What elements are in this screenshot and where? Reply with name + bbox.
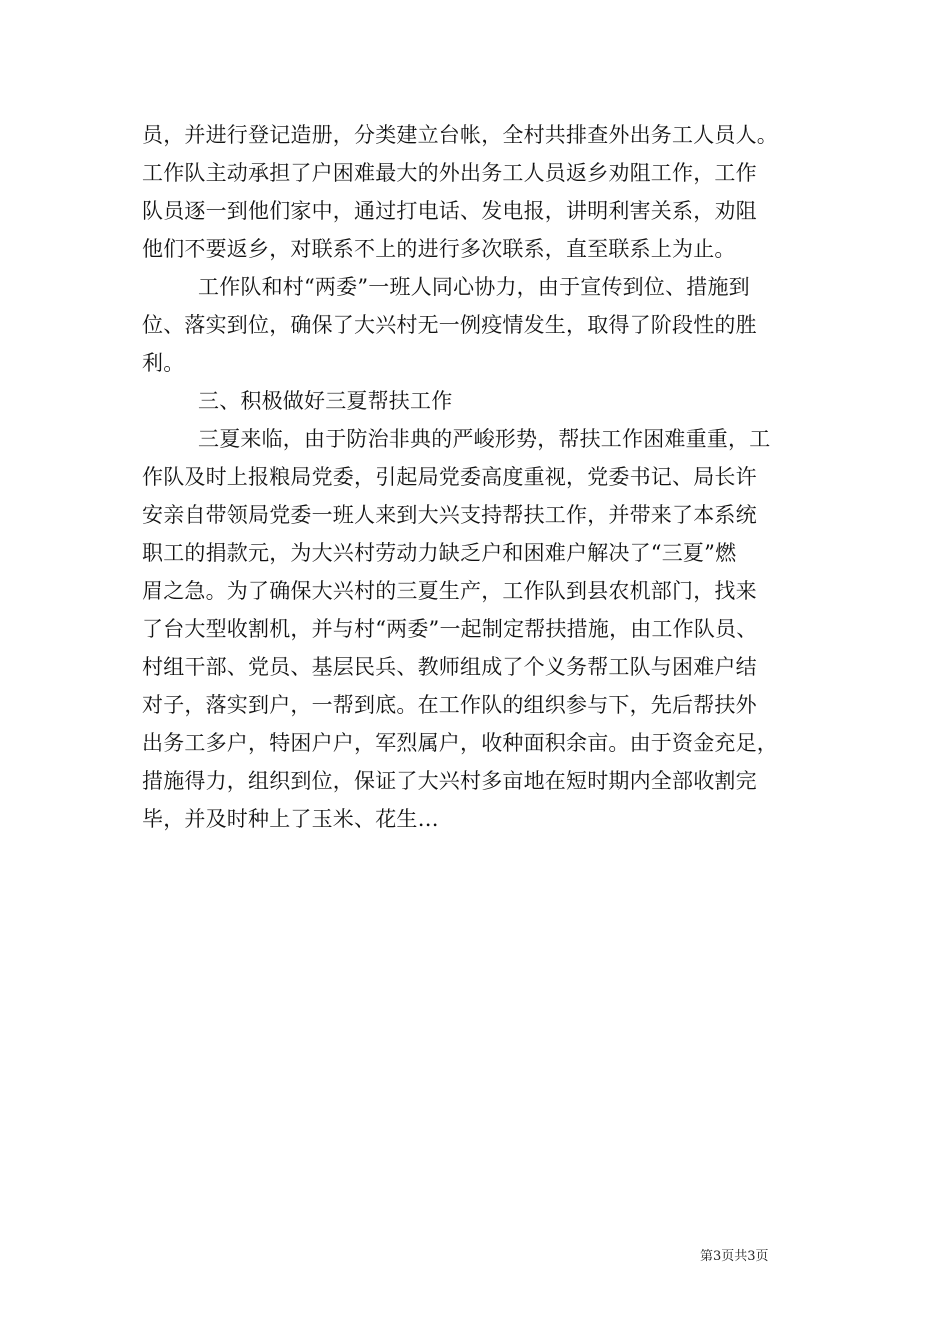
text-line: 眉之急。为了确保大兴村的三夏生产，工作队到县农机部门，找来 — [142, 579, 757, 603]
text-line: 工作队主动承担了户困难最大的外出务工人员返乡劝阻工作，工作 — [142, 161, 757, 185]
text-line: 毕，并及时种上了玉米、花生… — [142, 807, 439, 831]
page-number-footer: 第3页共3页 — [700, 1249, 769, 1264]
paragraph-start-line: 三夏来临，由于防治非典的严峻形势，帮扶工作困难重重，工 — [198, 427, 771, 451]
text-line: 利。 — [142, 351, 185, 375]
text-line: 职工的捐款元，为大兴村劳动力缺乏户和困难户解决了“三夏”燃 — [142, 541, 737, 565]
text-line: 队员逐一到他们家中，通过打电话、发电报，讲明利害关系，劝阻 — [142, 199, 757, 223]
text-line: 出务工多户，特困户户，军烈属户，收种面积余亩。由于资金充足， — [142, 731, 778, 755]
text-line: 对子，落实到户，一帮到底。在工作队的组织参与下，先后帮扶外 — [142, 693, 757, 717]
text-line: 措施得力，组织到位，保证了大兴村多亩地在短时期内全部收割完 — [142, 769, 757, 793]
section-heading: 三、积极做好三夏帮扶工作 — [198, 389, 453, 413]
text-line: 员，并进行登记造册，分类建立台帐，全村共排查外出务工人员人。 — [142, 123, 778, 147]
text-line: 了台大型收割机，并与村“两委”一起制定帮扶措施，由工作队员、 — [142, 617, 758, 641]
text-line: 位、落实到位，确保了大兴村无一例疫情发生，取得了阶段性的胜 — [142, 313, 757, 337]
paragraph-start-line: 工作队和村“两委”一班人同心协力，由于宣传到位、措施到 — [198, 275, 750, 299]
text-line: 安亲自带领局党委一班人来到大兴支持帮扶工作，并带来了本系统 — [142, 503, 757, 527]
text-line: 村组干部、党员、基层民兵、教师组成了个义务帮工队与困难户结 — [142, 655, 757, 679]
document-body — [142, 116, 822, 838]
text-line: 他们不要返乡，对联系不上的进行多次联系，直至联系上为止。 — [142, 237, 736, 261]
text-line: 作队及时上报粮局党委，引起局党委高度重视，党委书记、局长许 — [142, 465, 757, 489]
